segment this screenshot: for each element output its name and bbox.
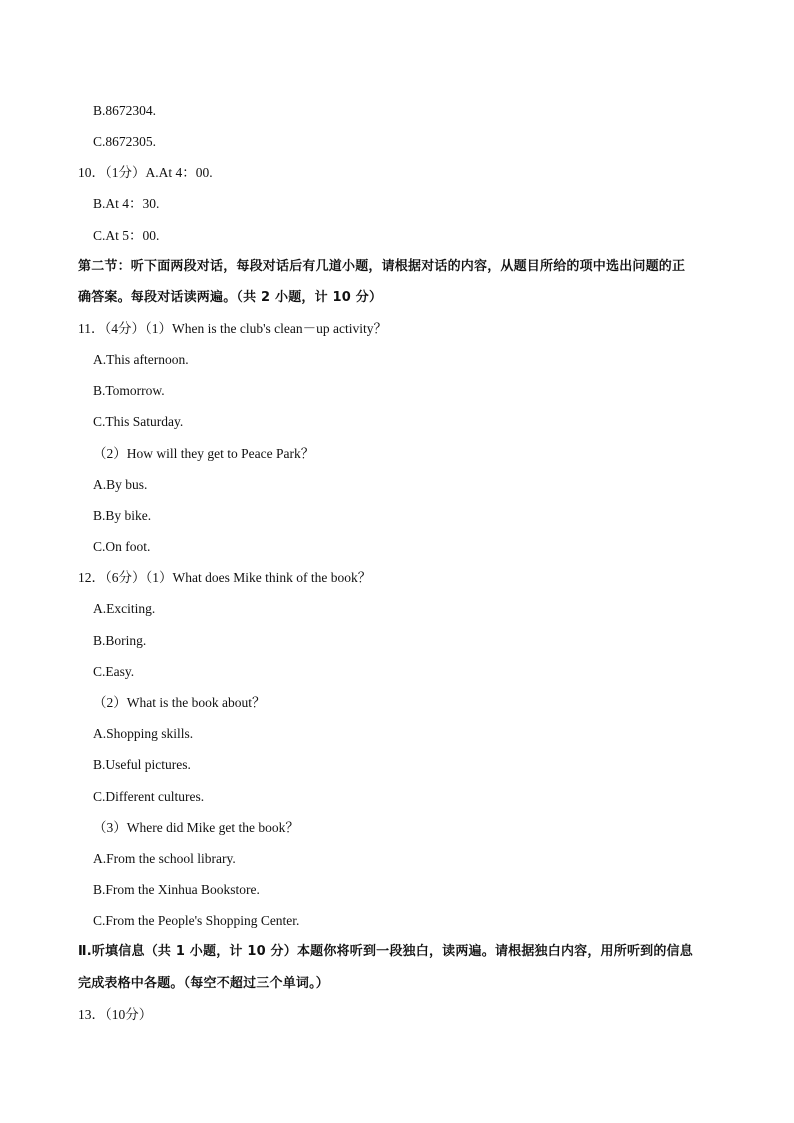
option-9c: C.8672305.: [93, 134, 157, 149]
option-12-3c: C.From the People's Shopping Center.: [93, 913, 300, 928]
question-13: 13．（10分）: [78, 1007, 153, 1022]
option-11-2a: A.By bus.: [93, 477, 148, 492]
option-12-2c: C.Different cultures.: [93, 789, 205, 804]
question-12-3: （3）Where did Mike get the book？: [93, 820, 299, 835]
option-12-3a: A.From the school library.: [93, 851, 236, 866]
option-12-3b: B.From the Xinhua Bookstore.: [93, 882, 260, 897]
option-9b: B.8672304.: [93, 103, 157, 118]
option-12-1c: C.Easy.: [93, 664, 135, 679]
question-12: 12．（6分）（1）What does Mike think of the book？: [78, 570, 372, 585]
part-2-instructions-line2: 完成表格中各题。（每空不超过三个单词。）: [78, 976, 330, 991]
question-11: 11．（4分）（1）When is the club's clean－up activity？: [78, 321, 387, 336]
option-10b: B.At 4：30.: [93, 196, 160, 211]
option-12-1a: A.Exciting.: [93, 601, 156, 616]
question-10: 10．（1分）A.At 4：00.: [78, 165, 213, 180]
section-2-instructions-line1: 第二节：听下面两段对话，每段对话后有几道小题，请根据对话的内容，从题目所给的项中选出问题的正: [78, 259, 686, 274]
option-11-2b: B.By bike.: [93, 508, 152, 523]
option-11-1c: C.This Saturday.: [93, 414, 184, 429]
option-12-2b: B.Useful pictures.: [93, 757, 191, 772]
question-12-2: （2）What is the book about？: [93, 695, 266, 710]
option-11-2c: C.On foot.: [93, 539, 151, 554]
part-2-instructions-line1: Ⅱ.听填信息（共 1 小题，计 10 分）本题你将听到一段独白，读两遍。请根据独白内容，用所听到的信息: [78, 944, 693, 959]
option-11-1a: A.This afternoon.: [93, 352, 189, 367]
option-10c: C.At 5：00.: [93, 228, 160, 243]
section-2-instructions-line2: 确答案。每段对话读两遍。（共 2 小题，计 10 分）: [78, 290, 383, 305]
option-11-1b: B.Tomorrow.: [93, 383, 165, 398]
question-11-2: （2）How will they get to Peace Park？: [93, 446, 315, 461]
option-12-2a: A.Shopping skills.: [93, 726, 194, 741]
option-12-1b: B.Boring.: [93, 633, 147, 648]
